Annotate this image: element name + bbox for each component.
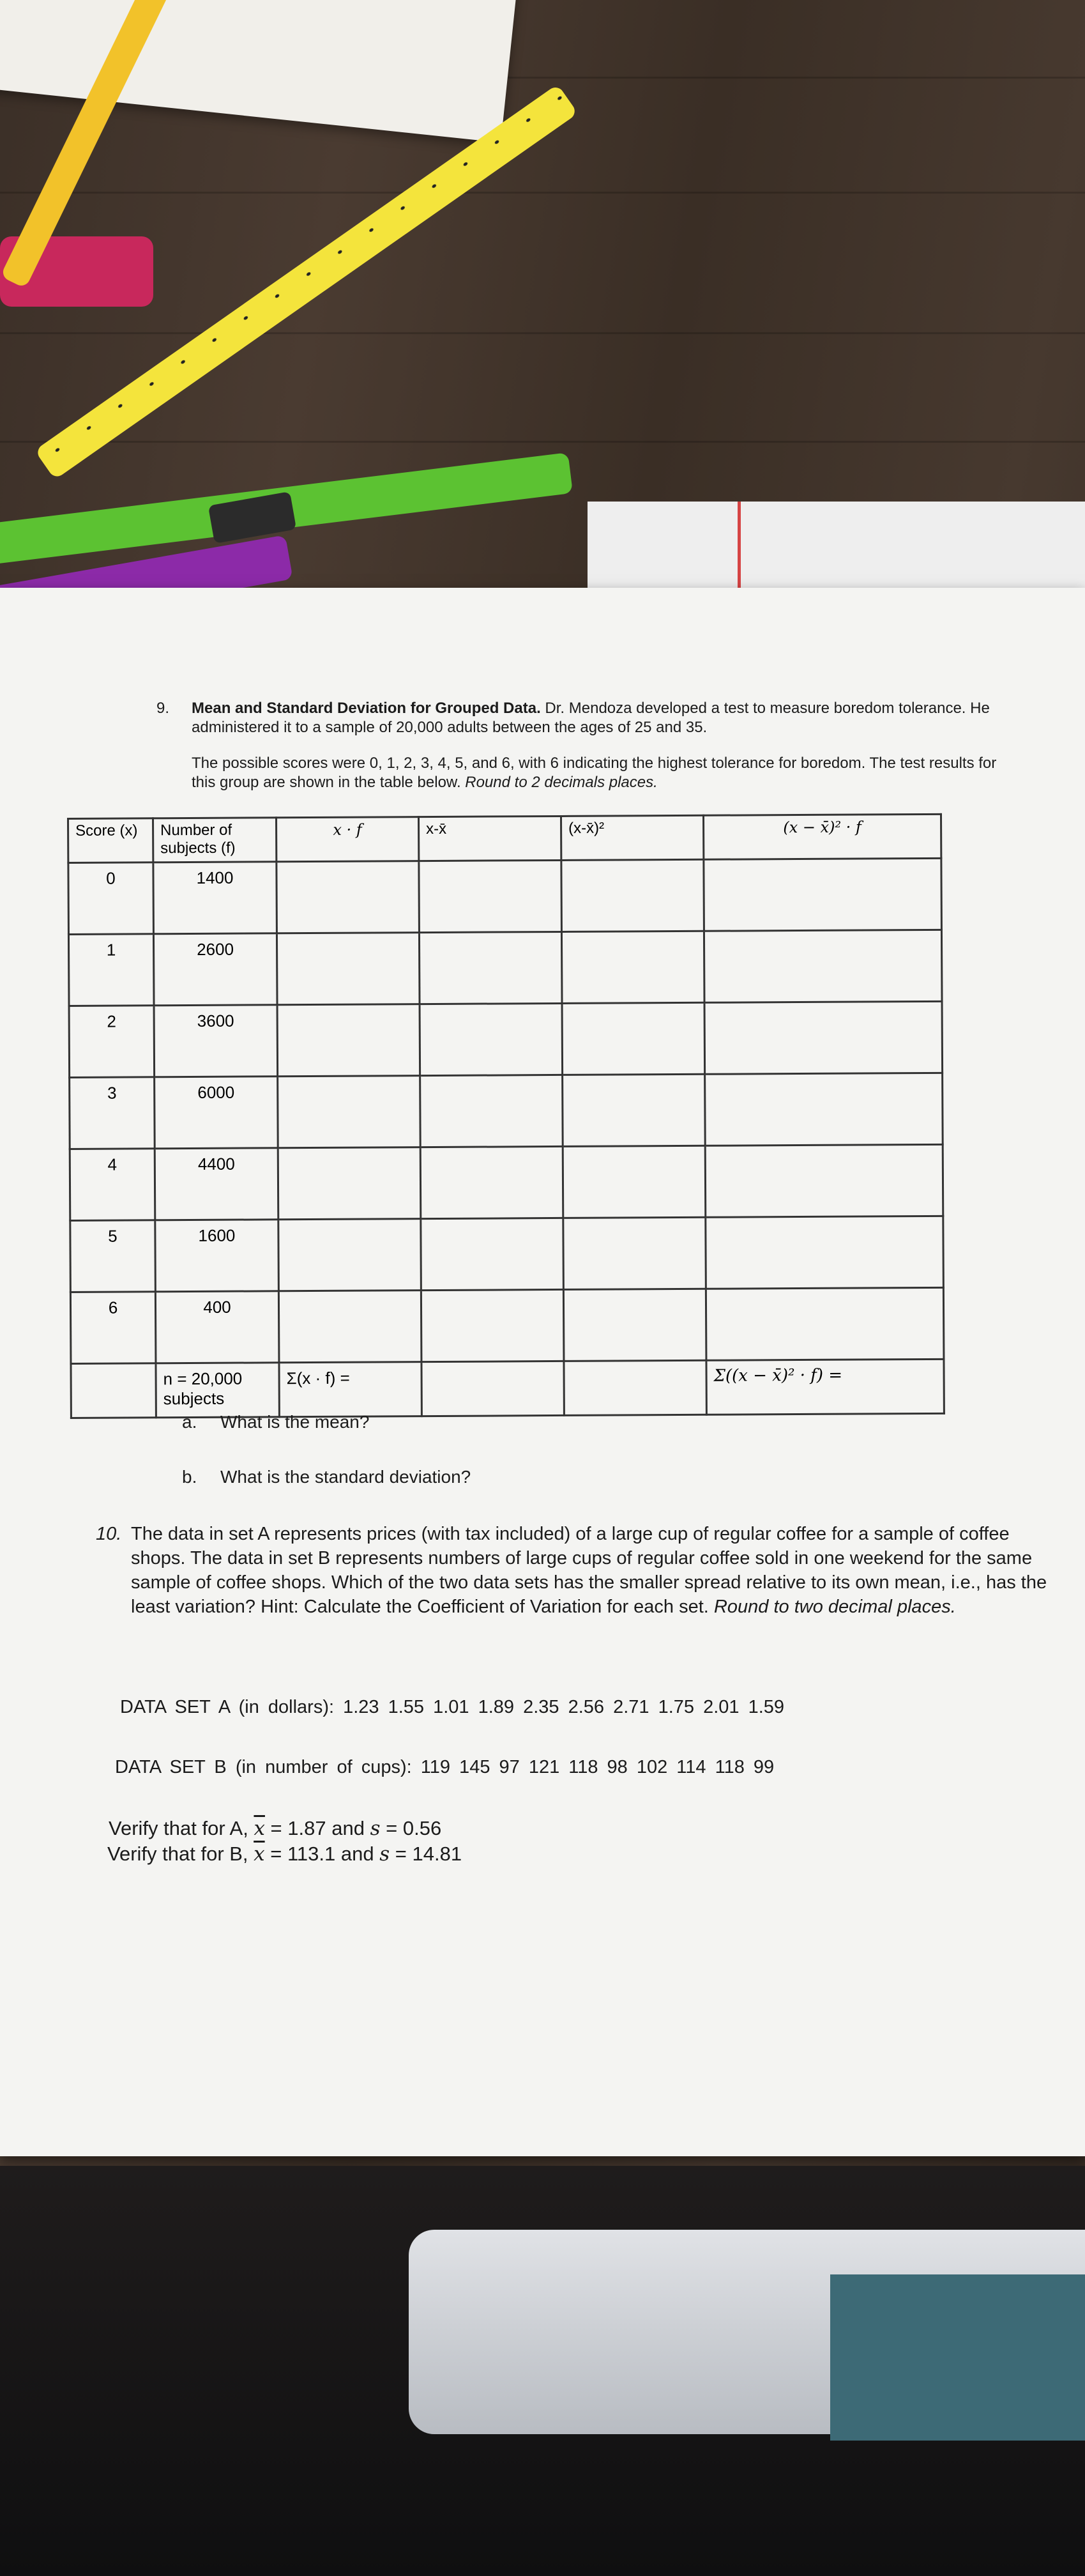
blank-cell[interactable]: [704, 858, 942, 931]
question-9-intro: [192, 699, 999, 737]
header-xdev-sq-f: (x − x̄)² · f: [703, 814, 941, 859]
question-10-number: 10.: [96, 1524, 122, 1544]
part-b-label: b.: [182, 1467, 197, 1487]
table-header-row: [68, 814, 941, 862]
blank-cell[interactable]: [277, 1004, 420, 1077]
frequency-cell: 4400: [155, 1148, 278, 1220]
data-set-a: DATA SET A (in dollars): 1.23 1.55 1.01 1.89 2.35 2.56 2.71 1.75 2.01 1.59: [120, 1697, 785, 1717]
blank-cell[interactable]: [278, 1076, 421, 1148]
blank-cell[interactable]: [562, 1002, 705, 1075]
teal-object: [830, 2274, 1085, 2441]
header-xf: x · f: [277, 817, 419, 862]
blank-cell[interactable]: [563, 1289, 706, 1361]
total-n-cell: n = 20,000 subjects: [156, 1363, 279, 1418]
table-row: [70, 1144, 943, 1220]
blank-cell[interactable]: [277, 933, 420, 1005]
blank-cell[interactable]: [278, 1147, 421, 1220]
score-cell: 0: [68, 862, 154, 935]
header-xdev: x-x̄: [419, 816, 561, 861]
question-9-title: Mean and Standard Deviation for Grouped Data.: [192, 700, 541, 717]
question-9-intro1: Dr. Mendoza developed a test to measure boredom tolerance. He administered it to a sample of 20,000 adults between the ages of 25 and 35.: [192, 700, 990, 736]
table-row: [69, 1001, 943, 1077]
header-score: Score (x): [68, 818, 153, 863]
frequency-cell: 1600: [155, 1220, 279, 1292]
blank-cell[interactable]: [277, 861, 420, 933]
blank-cell[interactable]: [278, 1219, 421, 1291]
blank-cell: [71, 1363, 156, 1418]
question-9: [156, 699, 999, 792]
table-row: [68, 858, 942, 934]
blank-cell[interactable]: [420, 1146, 563, 1218]
blank-cell: [421, 1361, 564, 1416]
question-10-text: The data in set A represents prices (with tax included) of a large cup of regular coffee for a sample of coffee shops. The data in set B represents numbers of large cups of regular coffee sold in one weekend for the same sample of coffee shops. Which of the two data sets has the smaller spread relative to its own mean, i.e., has the least variation? Hint: Calculate the Coefficient of Variation for each set.: [131, 1524, 1047, 1617]
part-b-text: What is the standard deviation?: [220, 1467, 471, 1487]
question-10: [96, 1522, 1066, 1619]
header-subjects: Number of subjects (f): [153, 818, 277, 862]
blank-cell[interactable]: [278, 1291, 421, 1363]
score-cell: 5: [70, 1220, 156, 1292]
blank-cell[interactable]: [705, 1073, 943, 1146]
blank-cell[interactable]: [419, 860, 562, 932]
blank-cell[interactable]: [706, 1287, 944, 1360]
blank-cell[interactable]: [563, 1217, 706, 1289]
question-9-intro2: The possible scores were 0, 1, 2, 3, 4, 5, and 6, with 6 indicating the highest tolerance for boredom. The test results for this group are shown in the table below.: [192, 755, 997, 791]
score-cell: 6: [70, 1292, 156, 1364]
frequency-cell: 3600: [154, 1005, 278, 1077]
part-a-label: a.: [182, 1412, 197, 1432]
score-cell: 3: [70, 1077, 155, 1149]
blank-cell[interactable]: [420, 1075, 563, 1147]
sum-xf-cell[interactable]: Σ(x · f) =: [279, 1362, 421, 1417]
blank-cell[interactable]: [419, 931, 562, 1004]
verify-b-mean: 113.1: [287, 1843, 336, 1865]
data-set-b: DATA SET B (in number of cups): 119 145 97 121 118 98 102 114 118 99: [115, 1757, 775, 1777]
table-total-row: [71, 1359, 944, 1418]
verify-b-prefix: Verify that for B,: [107, 1843, 254, 1865]
verify-a-prefix: Verify that for A,: [109, 1817, 254, 1839]
verify-a-s: 0.56: [402, 1817, 442, 1839]
verify-a-mean: 1.87: [287, 1817, 326, 1839]
blank-cell[interactable]: [421, 1218, 564, 1290]
frequency-cell: 1400: [153, 862, 277, 934]
question-10-round-note: Round to two decimal places.: [713, 1597, 956, 1617]
table-row: [68, 930, 942, 1006]
table-row: [70, 1073, 943, 1149]
blank-cell[interactable]: [704, 930, 942, 1002]
question-9a: [182, 1412, 369, 1432]
blank-cell: [564, 1360, 706, 1415]
header-xdev-sq: (x-x̄)²: [561, 815, 703, 860]
question-9-intro2-block: [192, 754, 999, 792]
blank-cell[interactable]: [561, 931, 704, 1003]
blank-cell[interactable]: [561, 859, 704, 931]
part-a-text: What is the mean?: [220, 1412, 370, 1432]
verify-a: Verify that for A, $\overline{x} = 1.87$ and s = 0.56: [109, 1817, 442, 1840]
question-9b: [182, 1467, 471, 1487]
frequency-cell: 2600: [153, 933, 277, 1006]
blank-cell[interactable]: [420, 1003, 563, 1075]
blank-cell[interactable]: [705, 1144, 943, 1217]
blank-cell[interactable]: [704, 1001, 943, 1074]
verify-b-s: 14.81: [412, 1843, 462, 1865]
question-9-round-note: Round to 2 decimals places.: [465, 774, 658, 791]
sum-sq-cell[interactable]: Σ((x − x̄)² · f) =: [706, 1359, 944, 1414]
score-cell: 1: [68, 934, 154, 1006]
table-row: [70, 1287, 944, 1363]
blank-cell[interactable]: [563, 1146, 706, 1218]
frequency-cell: 400: [155, 1291, 279, 1363]
question-9-number: 9.: [156, 700, 170, 717]
table-row: [70, 1216, 944, 1292]
blank-cell[interactable]: [421, 1289, 564, 1361]
score-cell: 4: [70, 1149, 155, 1221]
blank-cell[interactable]: [563, 1074, 706, 1146]
verify-b: Verify that for B, $\overline{x} = 113.1$ and s = 14.81: [107, 1843, 462, 1866]
frequency-cell: 6000: [155, 1077, 278, 1149]
blank-cell[interactable]: [706, 1216, 944, 1289]
grouped-data-table: [67, 813, 945, 1419]
score-cell: 2: [69, 1006, 155, 1078]
